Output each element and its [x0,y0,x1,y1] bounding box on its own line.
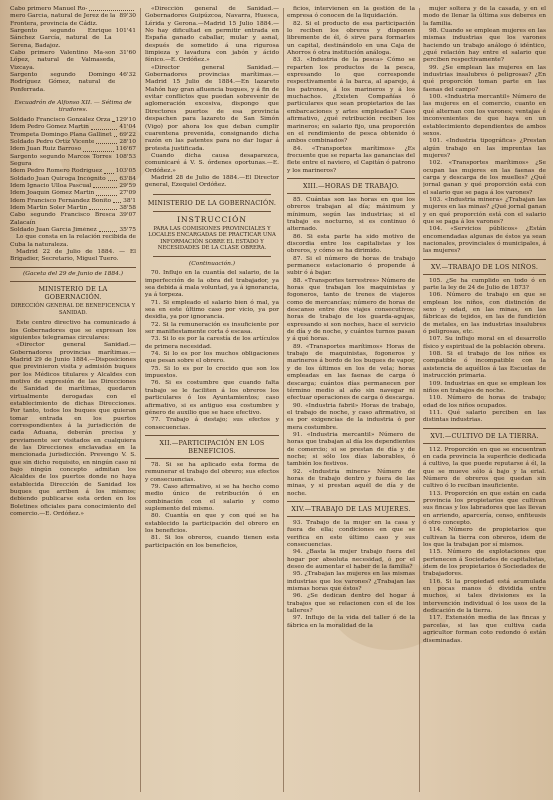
paragraph: «Director general Sanidad.— Gobernadores provincias marítimas.—Madrid 29 de Junio 1884.—Disposiciones que previnieron visita y admisión buques por los Médicos titulares y Alcaldes con motivo de expresión de las Direcciones de Sanidad de marítimas, quedaron virtualmente derogadas con el establecimiento de dichas Direcciones. Por tanto, todos los buques que quieran tomar entrada en los puertos correspondientes á la jurisdicción de cada Aduana, deberán precisa y previamente ser visitados en cualquiera de las Direcciones enclavadas en la mencionada jurisdicción. Prevengo V. S. que sin dicho requisito, en ningún caso ni bajo ningún concepto admitan los Alcaldes de los puertos donde no haya establecida Dirección de Sanidad los buques que arriben á los mismos; debiendo publicarse esta orden en los Boletines oficiales para conocimiento del comercio.—E. Ordóñez.» [10,342,136,518]
paragraph: 85. Cuántas son las horas en que los obreros trabajan al día; máximum y mínimum, según las industrias; si el trabajo es nocturno, si es continuo ó alternado. [287,196,415,233]
dot-leader [83,146,114,151]
paragraph: 73. Si lo es por la carestía de los artículos de primera necesidad. [145,336,279,350]
paragraph: 117. Extensión media de las fincas y parcelas, si las que cultiva cada agricultor forman coto redondo ó están diseminadas. [423,615,546,644]
paragraph: 87. Si el número de horas de trabajo permanece estacionario ó propende á subir ó á bajar. [287,255,415,277]
paragraph: 89. «Transportes marítimos» Horas de trabajo de maquinistas, fogoneros y marineros á bordo de los buques de vapor, y de los últimos en los de vela; horas empleadas en las faenas de carga ó descarga; cuántos días permanecen por término medio al año sin navegar ni efectuar operaciones de carga ó descarga. [287,343,415,402]
paragraph: 90. «Industria fabril» Horas de trabajo, el trabajo de noche, y caso afirmativo, si es por exigencias de la industria ó por mera costumbre. [287,402,415,431]
paragraph-group [423,6,546,256]
roster-row-amount: 27'09 [119,190,136,197]
roster-row [10,117,136,124]
dot-leader [99,227,118,232]
roster-row-text: Idem Ignacio Ulloa Pascual [10,182,92,189]
column-2 [145,6,279,794]
roster-row-amount: 38'1 [123,197,136,204]
dot-leader [93,183,117,188]
payout-row [10,50,136,72]
roster-row [10,190,136,197]
paragraph: 109. Industrias en que se emplean los niños en trabajos de noche. [423,380,546,394]
payout-row-text: Sargento segundo Enrique Sánchez García, natural de La Serena, Badajoz. [10,28,112,49]
payout-row [10,13,136,28]
payout-row-text: Cabo primero Valentino Ma-son López, natural de Valmaseda, Vizcaya. [10,50,116,71]
roster-row [10,168,136,175]
paragraph: 74. Si lo es por los muchos obligaciones que pesan sobre el obrero. [145,351,279,365]
roster-row [10,176,136,183]
roster-row-text: Soldado Pedro Ortiz Vicente [10,138,95,145]
paragraph: 93. Trabajo de la mujer en la casa y fuera de ella; condiciones en que se verifica en este último caso y sus consecuencias. [287,520,415,549]
roster-row [10,146,136,153]
divider [423,259,546,260]
paragraph: 108. Si el trabajo de los niños es compatible ó incompatible con la asistencia de aquéllos á las Escuelas de instrucción primaria. [423,351,546,380]
roster-row [10,212,136,227]
roster-row-text: Idem Pedro Romero Rodríguez [10,168,103,175]
payout-row-text: Cabo primero Manuel Ro- [10,6,88,12]
column-3 [287,6,415,794]
roster-row-amount: 103'05 [115,168,136,175]
paragraph: 91. «Industria mercantil» Número de horas que trabajan al día los dependientes de comercio; si se prestan de día y de noche; si sólo los días laborables, ó también los festivos. [287,431,415,468]
paragraph: 98. Cuando se emplean mujeres en las mismas industrias que los varones haciendo un trabajo análogo ó idéntico, ¿qué relación hay entre el salario que perciben respectivamente? [423,28,546,64]
payout-row [10,6,136,13]
paragraph: Cuando dicha causa desaparezca, comunicaré á V. S. órdenes oportunas.—E. Ordóñez.» [145,152,279,174]
paragraph: 107. Su influjo moral en el desarrollo físico y espiritual de la población obrera. [423,336,546,350]
roster-row-text: Cabo segundo Francisco Bresca Zalacaín [10,212,116,226]
paragraph: 105. ¿Se ha cumplido en todo ó en parte la ley de 24 de Julio de 1873? [423,277,546,292]
paragraph: ficios, intervienen en la gestión de la empresa ó conocen de la liquidación. [287,6,415,20]
payout-row [10,72,136,94]
paragraph: 79. Caso afirmativo, si se ha hecho como medio único de retribución ó en combinación con el salario y como suplemento del mismo. [145,483,279,512]
paragraph: 106. Número de trabajo en que se emplean los niños, con distinción de sexo y edad, en las minas, en las fábricas de tejidos, en las de fundición de metales, en las industrias insalubres ó peligrosas, etc. [423,292,546,336]
column-4 [423,6,546,794]
paragraph-group [423,278,546,425]
paragraph: 76. Si es costumbre que cuando falta trabajo se le faciliten á los obreros los particulares ó los Ayuntamientos; caso afirmativo, si es antiguo esa costumbre y género de auxilio que se hace efectivo. [145,380,279,416]
roster-row-amount: 38'58 [119,204,136,211]
divider [153,211,271,212]
paragraph: 71. Si empleado el salario bien ó mal, ya sea en este último caso por vicio, ya por desidia, ya por ignorancia. [145,299,279,321]
payout-row [10,28,136,50]
dot-leader [96,190,117,195]
roster-row-text: Soldado Juan García Jiménez [10,226,97,233]
paragraph: 101. «Industria tipográfica» ¿Prestan algún trabajo en las imprentas las mujeres? [423,138,546,159]
dot-leader [108,176,118,181]
dot-leader [91,124,117,129]
roster-row-text: Trompeta Domingo Plana Gallinet [10,131,112,138]
dot-leader [89,205,117,210]
roster-row [10,124,136,131]
paragraph: 112. Proporción en que se encuentran en cada provincia la superficie dedicada á cultivo, la que puede reputarse á él, la que se mueve sólo á bajo y la erial. Número de obreros que quedan sin cultivo ó lo reciban insuficiente. [423,446,546,490]
ministry-heading: MINISTERIO DE LA GOBERNACIÓN. [38,285,108,302]
paragraph: Madrid 28 de Julio de 1884.—El Director general, Ezequiel Ordóñez. [145,174,279,189]
continuation-label: (Continuación.) [188,260,236,267]
column-rule [419,8,420,792]
divider [423,443,546,444]
payout-list [10,6,136,94]
paragraph: 81. Si los obreros, cuando tienen esta participación en los beneficios, [145,535,279,549]
roster-row [10,154,136,169]
paragraph: «Director general Sanidad.—Gobernadores provincias marítimas.—Madrid 15 Julio de 1884.—En lazareto Mahón hay gran afluencia buques, y á fin de evitar conflictos que puedan sobrevenir de aglomeración excesiva, dispongo que Directores puertos de esa provincia despachen para lazareto de San Simón (Vigo) por ahora los que deban cumplir cuarentena prevenida, consignando dicha razón en las patentes para no dar lugar á protesta justificada. [145,64,279,152]
paragraph: 104. «Servicios públicos» ¿Están encomendadas algunas de éstos ya sean nacionales, provinciales ó municipales, á las mujeres? [423,226,546,255]
section-heading: XIV.—TRABAJO DE LAS MUJERES. [291,505,411,513]
divider [145,435,279,436]
paragraph: 78. Si se ha aplicado esta forma de remunerar el trabajo del obrero; sus efectos y consecuencias. [145,461,279,483]
roster-row-amount: 63'84 [119,175,136,182]
paragraph-group [287,197,415,498]
roster-row-amount: 29'59 [119,182,136,189]
paragraph: 77. Trabajo á destajo; sus efectos y consecuencias. [145,417,279,431]
dot-leader [96,139,117,144]
payout-row-amount: 31'60 [119,50,136,57]
paragraph: 103. «Industria minera» ¿Trabajan las mujeres en las minas? ¿Qué jornal ganan y en qué proporción está con el salario que se paga á los varones? [423,196,546,225]
roster-row-text: Idem Juan Ruiz Barroso [10,146,82,153]
paragraph: 80. Cuantía en que y con qué se ha establecido la participación del obrero en los beneficios. [145,513,279,534]
paragraph: 75. Si lo es por lo crecido que son los impuestos. [145,365,279,380]
divider [153,194,271,195]
paragraph: 82. Si el producto de esa participación lo reciben los obreros y disponen libremente de él, ó sirve para formarles un capital, destinándolo en una Caja de Ahorros ó otra institución análoga. [287,20,415,57]
divider [287,178,415,179]
paragraph-group [423,447,546,645]
column-1 [10,6,136,794]
divider [10,281,136,282]
paragraph: 96. ¿Se dedican dentro del hogar á trabajos que se relacionen con el de los talleres? [287,593,415,615]
roster-row-amount: 108'53 [115,153,136,160]
dot-leader [112,117,113,122]
section-heading: XV.—TRABAJO DE LOS NIÑOS. [430,262,539,271]
ministry-heading: MINISTERIO DE LA GOBERNACIÓN. [147,198,277,207]
paragraph: 88. «Transportes terrestres» Número de horas que trabajan los maquinistas y fogoneros, tanto de trenes de viajeros como de mercancías; número de horas de descanso entre dos viajes consecutivos; horas de trabajo de los guarda-agujas, expresando si son noches, hace el servicio de día y de noche, y cuántos turnos pasan y á qué horas. [287,277,415,343]
roster-row-text: Soldado Francisco González Orza [10,116,111,123]
roster-row-text: Idem Martín Soler Martín [10,204,88,211]
paragraph: 84. «Transportes marítimos» ¿Es frecuente que se reparta las ganancias del flete entre el naviero, el Capitán ó patrono y los marineros? [287,145,415,174]
roster-row-text: Soldado Juan Quiroga Incógnito [10,175,106,182]
section-heading: XVI.—CULTIVO DE LA TIERRA. [430,431,539,440]
paragraph: 111. Qué salario perciben en las distintas industrias. [423,409,546,424]
roster-row [10,198,136,205]
paragraph: 86. Si esta parte ha sido motivo de discordia entre los capitalistas y los obreros, y cómo se ha dirimido. [287,233,415,255]
paragraph: 72. Si la remuneración es insuficiente por ser manifiestamente corta ó escasa. [145,321,279,336]
divider [423,428,546,429]
section-heading: XII.—PARTICIPACIÓN EN LOS BENEFICIOS. [159,438,265,455]
paragraph: Este centro directivo ha comunicado á los Gobernadores que se expresan los siguientes telegramas circulares: [10,320,136,341]
payout-row-text: mero García, natural de Jerez de la Frontera, provincia de Cádiz. [10,13,116,27]
roster-row [10,132,136,139]
instruction-title: INSTRUCCIÓN [177,214,247,224]
gaceta-date: (Gaceta del 29 de Junio de 1884.) [22,270,124,277]
paragraph: 97. Influjo de la vida del taller ó de la fábrica en la moralidad de la [287,615,415,629]
roster-row [10,139,136,146]
paragraph: 113. Proporción en que están en cada provincia los propietarios que cultivan sus fincas y los labradores que las llevan en arriendo, aparcería, censo, enfiteusis ó otro concepto. [423,490,546,526]
paragraph: 83. «Industria de la pesca» Cómo se reparten los productos de la pesca, expresando lo que corresponde respectivamente á la barca, al aparejo, á los patronos, á los marineros y á los muchachos. ¿Existen Compañías ó particulares que sean propietarios de las embarcaciones y artes empleadas? Caso afirmativo, ¿qué retribución reciben los marineros; en salario fijo, una proporción en el rendimiento de pesca obtenido ó ambos combinados? [287,57,415,145]
paragraph: 115. Número de explotaciones que pertenecen á Sociedades de capitalistas, ídem de los propietarios ó Sociedades de trabajadores. [423,549,546,578]
divider [287,501,415,502]
paragraph: 95. ¿Trabajan las mujeres en las mismas industrias que los varones? ¿Trabajan las mismas horas que éstos? [287,571,415,593]
roster-list [10,117,136,235]
paragraph: 116. Si la propiedad está acumulada en pocas manos ó dividida entre muchos, si tales divisiones es la intervención individual ó los usos de la dedicación de la tierra. [423,578,546,615]
roster-subtitle: Escuadrón de Alfonso XII. — Sétima de tiradores. [14,100,132,114]
roster-row-amount: 129'10 [115,116,136,123]
paragraph-group [145,270,279,432]
section-heading: XIII.—HORAS DE TRABAJO. [302,181,400,190]
paragraph-group [287,6,415,175]
payout-row-amount: 101'41 [115,28,136,35]
roster-row-amount: 35'75 [119,226,136,233]
roster-row-amount: 39'07 [119,212,136,219]
payout-row-amount: 89'30 [119,13,136,20]
instruction-subtitle: PARA LAS COMISIONES PROVINCIALES Y LOCALES ENCARGADAS DE PRACTICAR UNA INFORMACIÓN SOBRE EL ESTADO Y NECESIDADES DE LA CLASE OBRERA. [148,225,276,252]
roster-row [10,183,136,190]
column-rule [283,8,284,792]
paragraph: mujer soltera y de la casada, y en el modo de llenar la última sus deberes en la familia. [423,6,546,27]
paragraph: 99. ¿Se emplean las mujeres en las industrias insalubres ó peligrosas? ¿En qué proporción toman parte en las faenas del campo? [423,64,546,93]
divider [287,193,415,194]
payout-row-amount: 46'32 [119,72,136,79]
paragraph-group [145,462,279,550]
closing-note: Lo que consta en la relación recibida de Cuba la naturaleza. [10,234,136,248]
dot-leader [89,6,134,11]
direction-heading: DIRECCIÓN GENERAL DE BENEFICENCIA Y SANIDAD. [10,303,136,316]
roster-row-text: Idem Francisco Fernández Bonito [10,197,112,204]
roster-row-amount: 116'67 [115,146,136,153]
divider [423,274,546,275]
paragraph: «Dirección general de Sanidad.—Gobernadores Guipúzcoa, Navarra, Huesca, Lérida y Gerona.—Madrid 15 Julio 1884.—No hay dificultad en permitir entrada en España ganado caballar, mular y asnal, después de sometido á una rigurosa limpieza y lavadura con jabón y ácido fénico.—E. Ordóñez.» [145,6,279,64]
roster-row [10,205,136,212]
payout-row-text: Sargento segundo Domingo Rodríguez Gómez, natural de Ponferrada. [10,72,116,93]
paragraph: 94. ¿Basta la mujer trabajo fuera del hogar por absoluta necesidad, ó por el deseo de aumentar el haber de la familia? [287,549,415,571]
paragraph: 110. Número de horas de trabajo; edad de los niños ocupados. [423,395,546,409]
paragraph: 100. «Industria mercantil» Número de las mujeres en el comercio, cuanto en qué alternan con los varones; ventajas é inconvenientes de que haya en un establecimiento dependientes de ambos sexos. [423,94,546,137]
divider [287,516,415,517]
paragraph: 114. Número de propietarios que cultivan la tierra con obreros, idem de los que la trabajan por sí mismos. [423,527,546,549]
roster-row-text: Idem Pedro Gómez Martín [10,124,89,131]
dot-leader [104,168,114,173]
roster-row-amount: 28'10 [119,138,136,145]
signoff: Madrid 22 de Julio de 1884. — El Brigadier, Secretario, Miguel Tuero. [10,249,136,263]
divider [10,267,136,268]
roster-row-text: Sargento segundo Marcos Torres Segura [10,153,112,167]
roster-row-amount: 69'22 [119,131,136,138]
paragraph: 70. Influjo en la cuantía del salario, de la imperfección de la obra del trabajador, ya sea debida á mala voluntad, ya á ignorancia, ya á torpeza. [145,270,279,299]
divider [153,256,271,257]
paragraph: 102. «Transportes marítimos» ¿Se ocupan las mujeres en las faenas de carga y descarga de los muelles? ¿Qué jornal ganan y qué proporción está con el salario que se paga á los varones? [423,160,546,196]
roster-row-amount: 41'04 [119,124,136,131]
paragraph: 92. «Industria minera» Número de horas de trabajo dentro y fuera de las minas, y si prestan aquél de día y de noche. [287,468,415,497]
column-rule [140,8,141,792]
roster-row-text: Idem Joaquín Gómez Martín [10,190,95,197]
divider [145,458,279,459]
dot-leader [113,198,121,203]
dot-leader [114,132,118,137]
paragraph-group [287,520,415,630]
